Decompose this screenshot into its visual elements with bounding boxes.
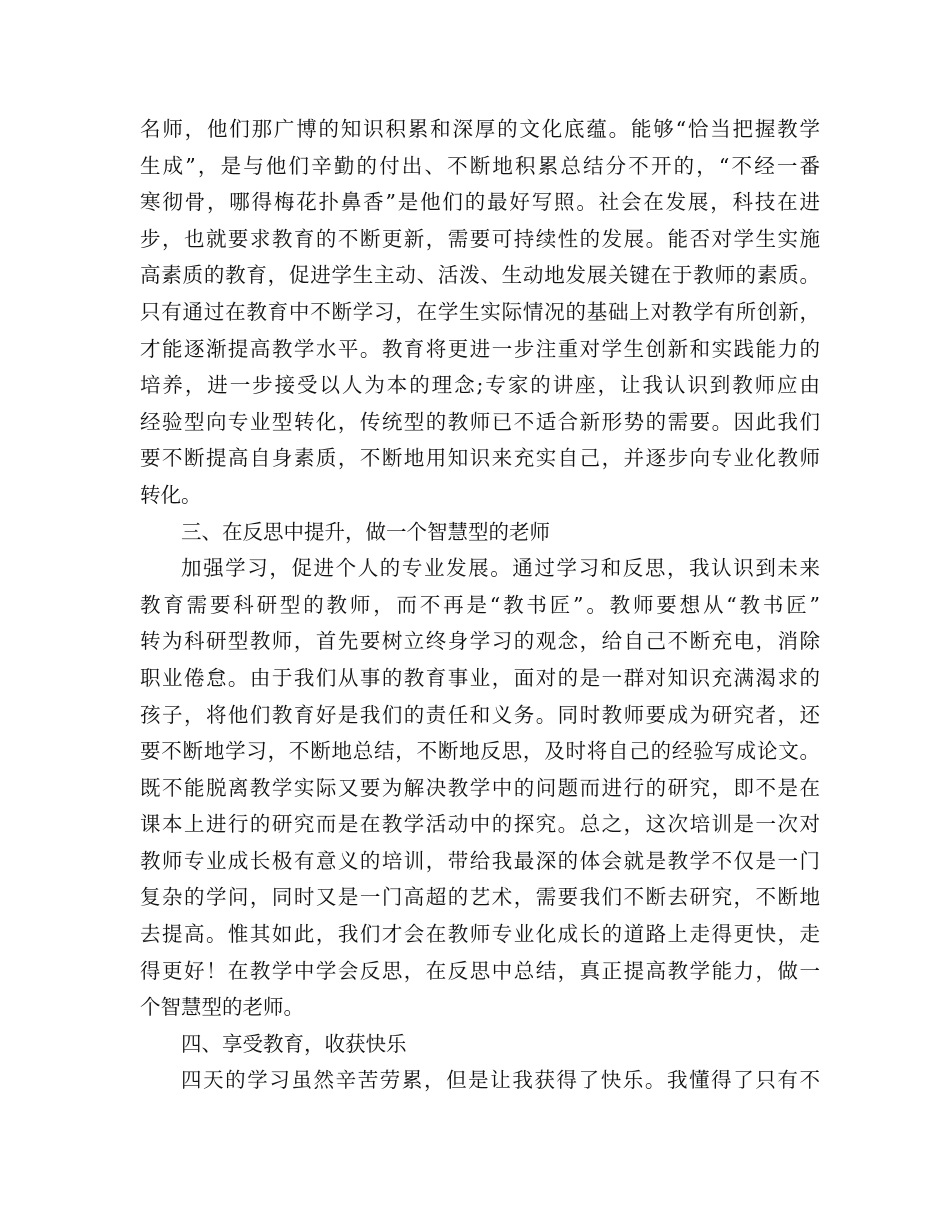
paragraph-line: 培养，进一步接受以人为本的理念;专家的讲座，让我认识到教师应由 xyxy=(140,373,820,398)
paragraph-line: 只有通过在教育中不断学习，在学生实际情况的基础上对教学有所创新， xyxy=(140,299,820,324)
paragraph-line: 复杂的学问，同时又是一门高超的艺术，需要我们不断去研究，不断地 xyxy=(140,885,820,910)
paragraph-line: 转为科研型教师，首先要树立终身学习的观念，给自己不断充电，消除 xyxy=(140,629,820,654)
paragraph-line: 步，也就要求教育的不断更新，需要可持续性的发展。能否对学生实施 xyxy=(140,226,820,251)
paragraph-line: 四天的学习虽然辛苦劳累，但是让我获得了快乐。我懂得了只有不 xyxy=(181,1068,820,1093)
paragraph-line: 既不能脱离教学实际又要为解决教学中的问题而进行的研究，即不是在 xyxy=(140,775,820,800)
paragraph-line: 生成”，是与他们辛勤的付出、不断地积累总结分不开的，“不经一番 xyxy=(140,153,820,178)
paragraph-line: 名师，他们那广博的知识积累和深厚的文化底蕴。能够“恰当把握教学 xyxy=(140,117,820,141)
paragraph-line: 要不断提高自身素质，不断地用知识来充实自己，并逐步向专业化教师 xyxy=(140,446,820,471)
paragraph-line: 教师专业成长极有意义的培训，带给我最深的体会就是教学不仅是一门 xyxy=(140,848,820,873)
paragraph-line: 孩子，将他们教育好是我们的责任和义务。同时教师要成为研究者，还 xyxy=(140,702,820,727)
paragraph-line: 要不断地学习，不断地总结，不断地反思，及时将自己的经验写成论文。 xyxy=(140,739,820,764)
body-text xyxy=(140,111,820,1099)
paragraph-line: 寒彻骨，哪得梅花扑鼻香”是他们的最好写照。社会在发展，科技在进 xyxy=(140,190,820,215)
paragraph-line: 才能逐渐提高教学水平。教育将更进一步注重对学生创新和实践能力的 xyxy=(140,336,820,361)
paragraph-line: 得更好！在教学中学会反思，在反思中总结，真正提高教学能力，做一 xyxy=(140,958,820,983)
paragraph-line: 个智慧型的老师。 xyxy=(140,995,304,1020)
paragraph-line: 去提高。惟其如此，我们才会在教师专业化成长的道路上走得更快，走 xyxy=(140,922,820,947)
paragraph-line: 加强学习，促进个人的专业发展。通过学习和反思，我认识到未来 xyxy=(181,556,820,581)
section-heading: 三、在反思中提升，做一个智慧型的老师 xyxy=(181,519,550,544)
paragraph-line: 转化。 xyxy=(140,482,202,507)
paragraph-line: 高素质的教育，促进学生主动、活泼、生动地发展关键在于教师的素质。 xyxy=(140,263,820,288)
section-heading: 四、享受教育，收获快乐 xyxy=(181,1031,407,1056)
paragraph-line: 经验型向专业型转化，传统型的教师已不适合新形势的需要。因此我们 xyxy=(140,409,820,434)
paragraph-line: 职业倦怠。由于我们从事的教育事业，面对的是一群对知识充满渴求的 xyxy=(140,665,820,690)
paragraph-line: 课本上进行的研究而是在教学活动中的探究。总之，这次培训是一次对 xyxy=(140,812,820,837)
paragraph-line: 教育需要科研型的教师，而不再是“教书匠”。教师要想从“教书匠” xyxy=(140,592,820,617)
